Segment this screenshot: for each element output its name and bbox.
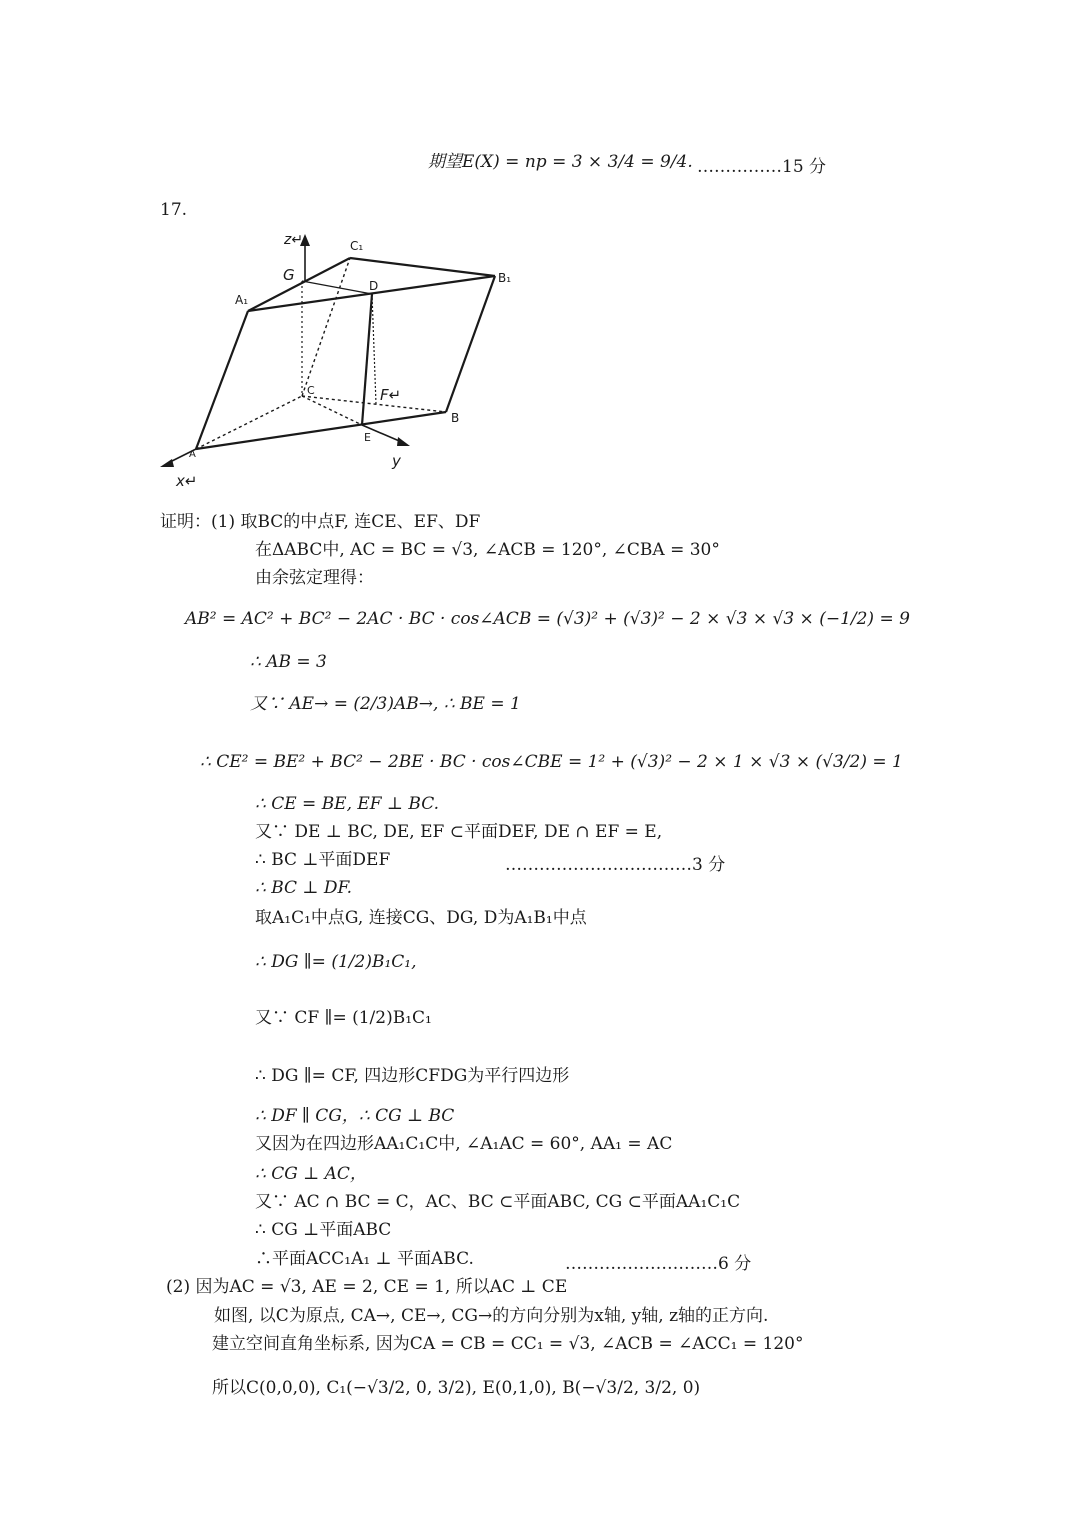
prism-figure [150,225,520,495]
proof-line-3: 由余弦定理得： [255,568,374,588]
label-c: C [307,384,315,397]
label-a1: A₁ [235,293,249,307]
proof-line-1: 证明：(1) 取BC的中点F, 连CE、EF、DF [160,512,481,532]
edge-aa1 [196,311,248,449]
proof-line-5: ∴ AB = 3 [250,652,327,672]
proof-line-21: ∴平面ACC₁A₁ ⊥ 平面ABC. [255,1249,474,1269]
proof-line-17: 又因为在四边形AA₁C₁C中, ∠A₁AC = 60°, AA₁ = AC [255,1134,673,1154]
edge-df-dashed [372,294,376,404]
label-b1: B₁ [498,271,512,285]
label-a: A [189,449,196,460]
proof-line-7: ∴ CE² = BE² + BC² − 2BE · BC · cos∠CBE = 1² + (√3)² − 2 × 1 × √3 × (√3/2) = 1 [200,752,903,772]
edge-de [362,294,372,425]
proof-line-2: 在ΔABC中, AC = BC = √3, ∠ACB = 120°, ∠CBA = 30° [255,540,720,560]
label-z: z↵ [284,232,304,248]
label-x: x↵ [176,472,198,490]
proof-line-13: ∴ DG ∥= (1/2)B₁C₁, [255,952,417,972]
label-g: G [283,266,295,284]
proof-line-9: 又∵ DE ⊥ BC, DE, EF ⊂平面DEF, DE ∩ EF = E, [255,822,663,842]
score-3: ……………………………3 分 [505,855,726,875]
proof-line-23: 如图, 以C为原点, CA→, CE→, CG→的方向分别为x轴, y轴, z轴的正方向. [214,1306,769,1326]
proof-line-10: ∴ BC ⊥平面DEF [255,850,391,870]
label-c1: C₁ [350,239,364,253]
edge-c1b1 [350,258,495,276]
proof-line-16: ∴ DF ∥ CG，∴ CG ⊥ BC [255,1106,455,1126]
score-15: ……………15 分 [697,157,827,177]
problem-number: 17. [160,200,188,220]
label-b: B [451,411,460,425]
y-arrow [397,437,410,446]
edge-bb1 [446,276,495,412]
proof-line-12: 取A₁C₁中点G, 连接CG、DG, D为A₁B₁中点 [255,908,587,928]
proof-line-24: 建立空间直角坐标系, 因为CA = CB = CC₁ = √3, ∠ACB = ∠ACC₁ = 120° [212,1334,804,1354]
proof-line-25: 所以C(0,0,0), C₁(−√3/2, 0, 3/2), E(0,1,0), B(−√3/2, 3/2, 0) [212,1378,701,1398]
label-e: E [364,431,371,444]
proof-line-15: ∴ DG ∥= CF, 四边形CFDG为平行四边形 [255,1066,570,1086]
proof-line-22: (2) 因为AC = √3, AE = 2, CE = 1, 所以AC ⊥ CE [166,1277,568,1297]
proof-line-14: 又∵ CF ∥= (1/2)B₁C₁ [255,1008,432,1028]
proof-line-11: ∴ BC ⊥ DF. [255,878,353,898]
edge-cb-dashed [302,396,446,412]
label-f: F↵ [380,386,402,404]
proof-line-20: ∴ CG ⊥平面ABC [255,1220,392,1240]
proof-line-6: 又∵ AE→ = (2/3)AB→, ∴ BE = 1 [250,694,521,714]
proof-line-4: AB² = AC² + BC² − 2AC · BC · cos∠ACB = (√3)² + (√3)² − 2 × √3 × √3 × (−1/2) = 9 [185,609,910,629]
edge-ce-dashed [302,396,362,425]
label-d: D [369,279,379,293]
edge-ab [196,412,446,449]
proof-line-8: ∴ CE = BE, EF ⊥ BC. [255,794,440,814]
expectation-line: 期望E(X) = np = 3 × 3/4 = 9/4. [428,152,693,172]
x-arrow [160,459,174,467]
edge-gd [302,281,372,294]
label-y: y [392,452,401,470]
score-6: ………………………6 分 [565,1254,752,1274]
proof-line-19: 又∵ AC ∩ BC = C，AC、BC ⊂平面ABC, CG ⊂平面AA₁C₁C [255,1192,741,1212]
proof-line-18: ∴ CG ⊥ AC， [255,1164,367,1184]
